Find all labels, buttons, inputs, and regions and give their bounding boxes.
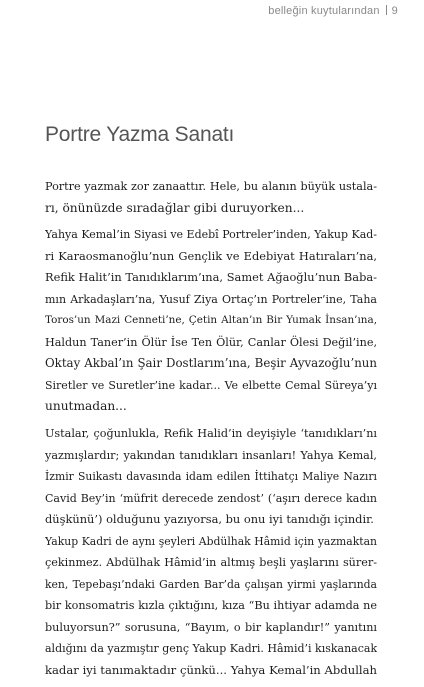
- running-header: [268, 5, 398, 17]
- text-line: Yakup Kadri de aynı şeyleri Abdülhak Hâmid için yazmaktan: [45, 534, 377, 548]
- text-line: çekinmez. Abdülhak Hâmid’in altmış beşli yaşlarını sürer-: [45, 556, 377, 570]
- text-line: kadar iyi tanımaktadır çünkü... Yahya Kemal’in Abdullah: [45, 663, 377, 678]
- text-line: aldığını da yazmıştır genç Yakup Kadri. Hâmid’i kıskanacak: [45, 642, 377, 656]
- text-line: rı, önünüzde sıradağlar gibi duruyorken...: [45, 200, 305, 215]
- paragraph-1: [45, 176, 377, 219]
- page-number: 9: [391, 5, 398, 17]
- text-line: Cavid Bey’in ‘müfrit derecede zendost’ (‘aşırı derece kadın: [45, 491, 377, 505]
- text-line: ken, Tepebaşı’ndaki Garden Bar’da çalışan yirmi yaşlarında: [45, 577, 377, 591]
- text-line: düşkünü’) olduğunu yazıyorsa, bu onu iyi tanıdığı içindir.: [45, 512, 374, 527]
- text-line: unutmadan...: [45, 399, 127, 414]
- paragraph-2: [45, 224, 377, 418]
- text-line: Ustalar, çoğunlukla, Refik Halid’in deyişiyle ‘tanıdıkları’nı: [45, 427, 377, 441]
- body-text: [45, 176, 377, 687]
- text-line: İzmir Suikastı davasında idam edilen İttihatçı Maliye Nazırı: [45, 470, 377, 484]
- text-line: Refik Halit’in Tanıdıklarım’ına, Samet Ağaoğlu’nun Baba-: [45, 270, 377, 285]
- text-line: Siretler ve Suretler’ine kadar... Ve elbette Cemal Süreya’yı: [45, 378, 377, 392]
- header-separator: [386, 5, 387, 15]
- text-line: bir konsomatris kızla çıktığını, kıza “Bu ihtiyar adamda ne: [45, 599, 377, 613]
- text-line: Toros’un Mazi Cenneti’ne, Çetin Altan’ın Bir Yumak İnsan’ına,: [45, 314, 377, 327]
- text-line: Yahya Kemal’in Siyasi ve Edebî Portreler’inden, Yakup Kad-: [45, 228, 377, 242]
- paragraph-3: [45, 423, 377, 682]
- chapter-title: Portre Yazma Sanatı: [45, 123, 235, 146]
- text-line: Portre yazmak zor zanaattır. Hele, bu alanın büyük ustala-: [45, 180, 377, 193]
- text-line: ri Karaosmanoğlu’nun Gençlik ve Edebiyat Hatıraları’na,: [45, 248, 377, 263]
- text-line: yazmışlardır; yakından tanıdıkları insanları! Yahya Kemal,: [45, 448, 377, 462]
- text-line: mın Arkadaşları’na, Yusuf Ziya Ortaç’ın Portreler’ine, Taha: [45, 292, 377, 306]
- text-line: Oktay Akbal’ın Şair Dostlarım’ına, Beşir Ayvazoğlu’nun: [45, 356, 377, 371]
- running-title: belleğin kuytularından: [268, 5, 380, 17]
- text-line: Haldun Taner’in Ölür İse Ten Ölür, Canlar Ölesi Değil’ine,: [45, 335, 377, 349]
- text-line: buluyorsun?” sorusuna, “Bayım, o bir kaplandır!” yanıtını: [45, 620, 377, 634]
